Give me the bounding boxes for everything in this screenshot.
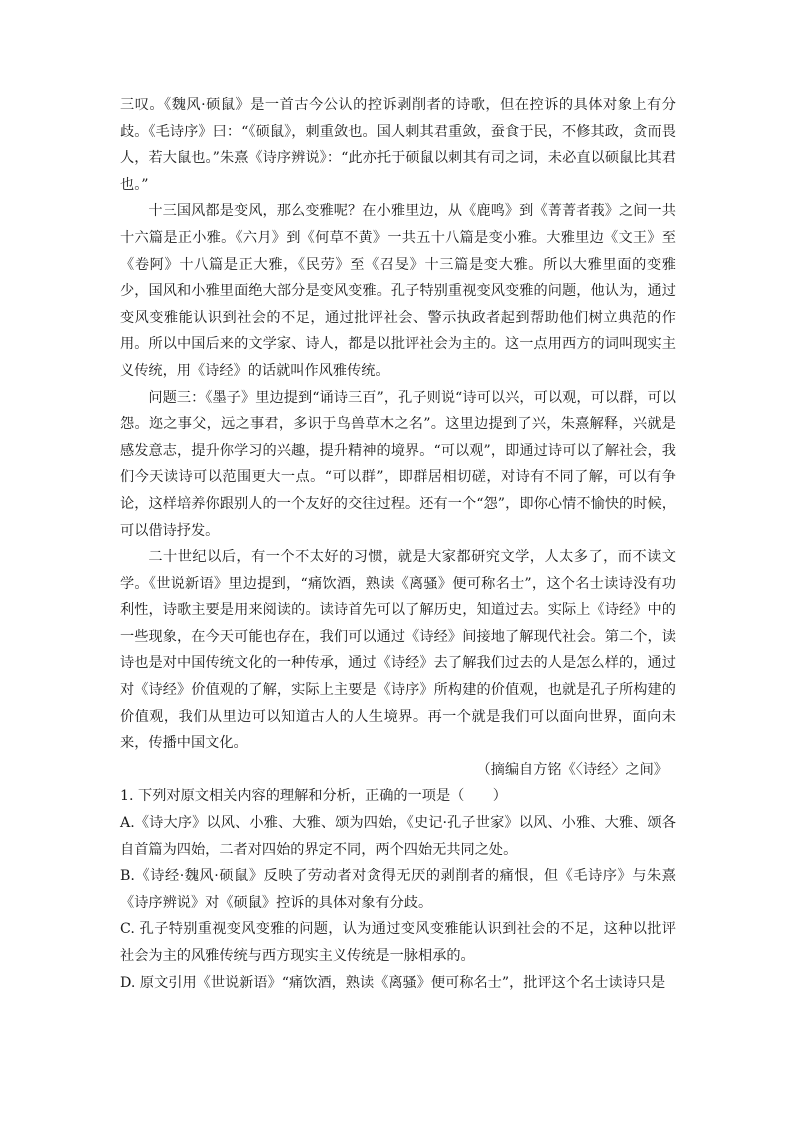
option-a: A.《诗大序》以风、小雅、大雅、颂为四始，《史记·孔子世家》以风、小雅、大雅、颂各自首篇为四始，二者对四始的界定不同，两个四始无共同之处。 [120, 815, 676, 858]
option-b: B.《诗经·魏风·硕鼠》反映了劳动者对贪得无厌的剥削者的痛恨，但《毛诗序》与朱熹《诗序辨说》对《硕鼠》控诉的具体对象有分歧。 [120, 868, 676, 911]
paragraph-2: 十三国风都是变风，那么变雅呢？在小雅里边，从《鹿鸣》到《菁菁者莪》之间一共十六篇是正小雅。《六月》到《何草不黄》一共五十八篇是变小雅。大雅里边《文王》至《卷阿》十八篇是正大雅，《民劳》至《召旻》十三篇是变大雅。所以大雅里面的变雅少，国风和小雅里面绝大部分是变风变雅。孔子特别重视变风变雅的问题，他认为，通过变风变雅能认识到社会的不足，通过批评社会、警示执政者起到帮助他们树立典范的作用。所以中国后来的文学家、诗人，都是以批评社会为主的。这一点用西方的词叫现实主义传统，用《诗经》的话就叫作风雅传统。 [120, 203, 676, 379]
paragraph-1: 三叹。《魏风·硕鼠》是一首古今公认的控诉剥削者的诗歌，但在控诉的具体对象上有分歧。《毛诗序》曰：“《硕鼠》，刺重敛也。国人刺其君重敛，蚕食于民，不修其政，贪而畏人，若大鼠也。”朱熹《诗序辨说》：“此亦托于硕鼠以刺其有司之词，未必直以硕鼠比其君也。” [120, 97, 676, 193]
paragraph-3: 问题三：《墨子》里边提到“诵诗三百”，孔子则说“诗可以兴，可以观，可以群，可以怨。迩之事父，远之事君，多识于鸟兽草木之名”。这里边提到了兴，朱熹解释，兴就是感发意志，提升你学习的兴趣，提升精神的境界。“可以观”，即通过诗可以了解社会，我们今天读诗可以范围更大一点。“可以群”，即群居相切磋，对诗有不同了解，可以有争论，这样培养你跟别人的一个友好的交往过程。还有一个“怨”，即你心情不愉快的时候，可以借诗抒发。 [120, 389, 676, 539]
option-d: D. 原文引用《世说新语》“痛饮酒，熟读《离骚》便可称名士”，批评这个名士读诗只是 [120, 974, 666, 991]
paragraph-4: 二十世纪以后，有一个不太好的习惯，就是大家都研究文学，人太多了，而不读文学。《世说新语》里边提到，“痛饮酒，熟读《离骚》便可称名士”，这个名士读诗没有功利性，诗歌主要是用来阅读的。读诗首先可以了解历史，知道过去。实际上《诗经》中的一些现象，在今天可能也存在，我们可以通过《诗经》间接地了解现代社会。第二个，读诗也是对中国传统文化的一种传承，通过《诗经》去了解我们过去的人是怎么样的，通过对《诗经》价值观的了解，实际上主要是《诗序》所构建的价值观，也就是孔子所构建的价值观，我们从里边可以知道古人的人生境界。再一个就是我们可以面向世界，面向未来，传播中国文化。 [120, 549, 676, 752]
option-c: C. 孔子特别重视变风变雅的问题，认为通过变风变雅能认识到社会的不足，这种以批评社会为主的风雅传统与西方现实主义传统是一脉相承的。 [120, 921, 676, 964]
question-stem: 1. 下列对原文相关内容的理解和分析，正确的一项是（ ） [120, 788, 507, 805]
document-page [120, 92, 676, 996]
source-citation: （摘编自方铭《〈诗经〉之间》 [476, 761, 668, 778]
